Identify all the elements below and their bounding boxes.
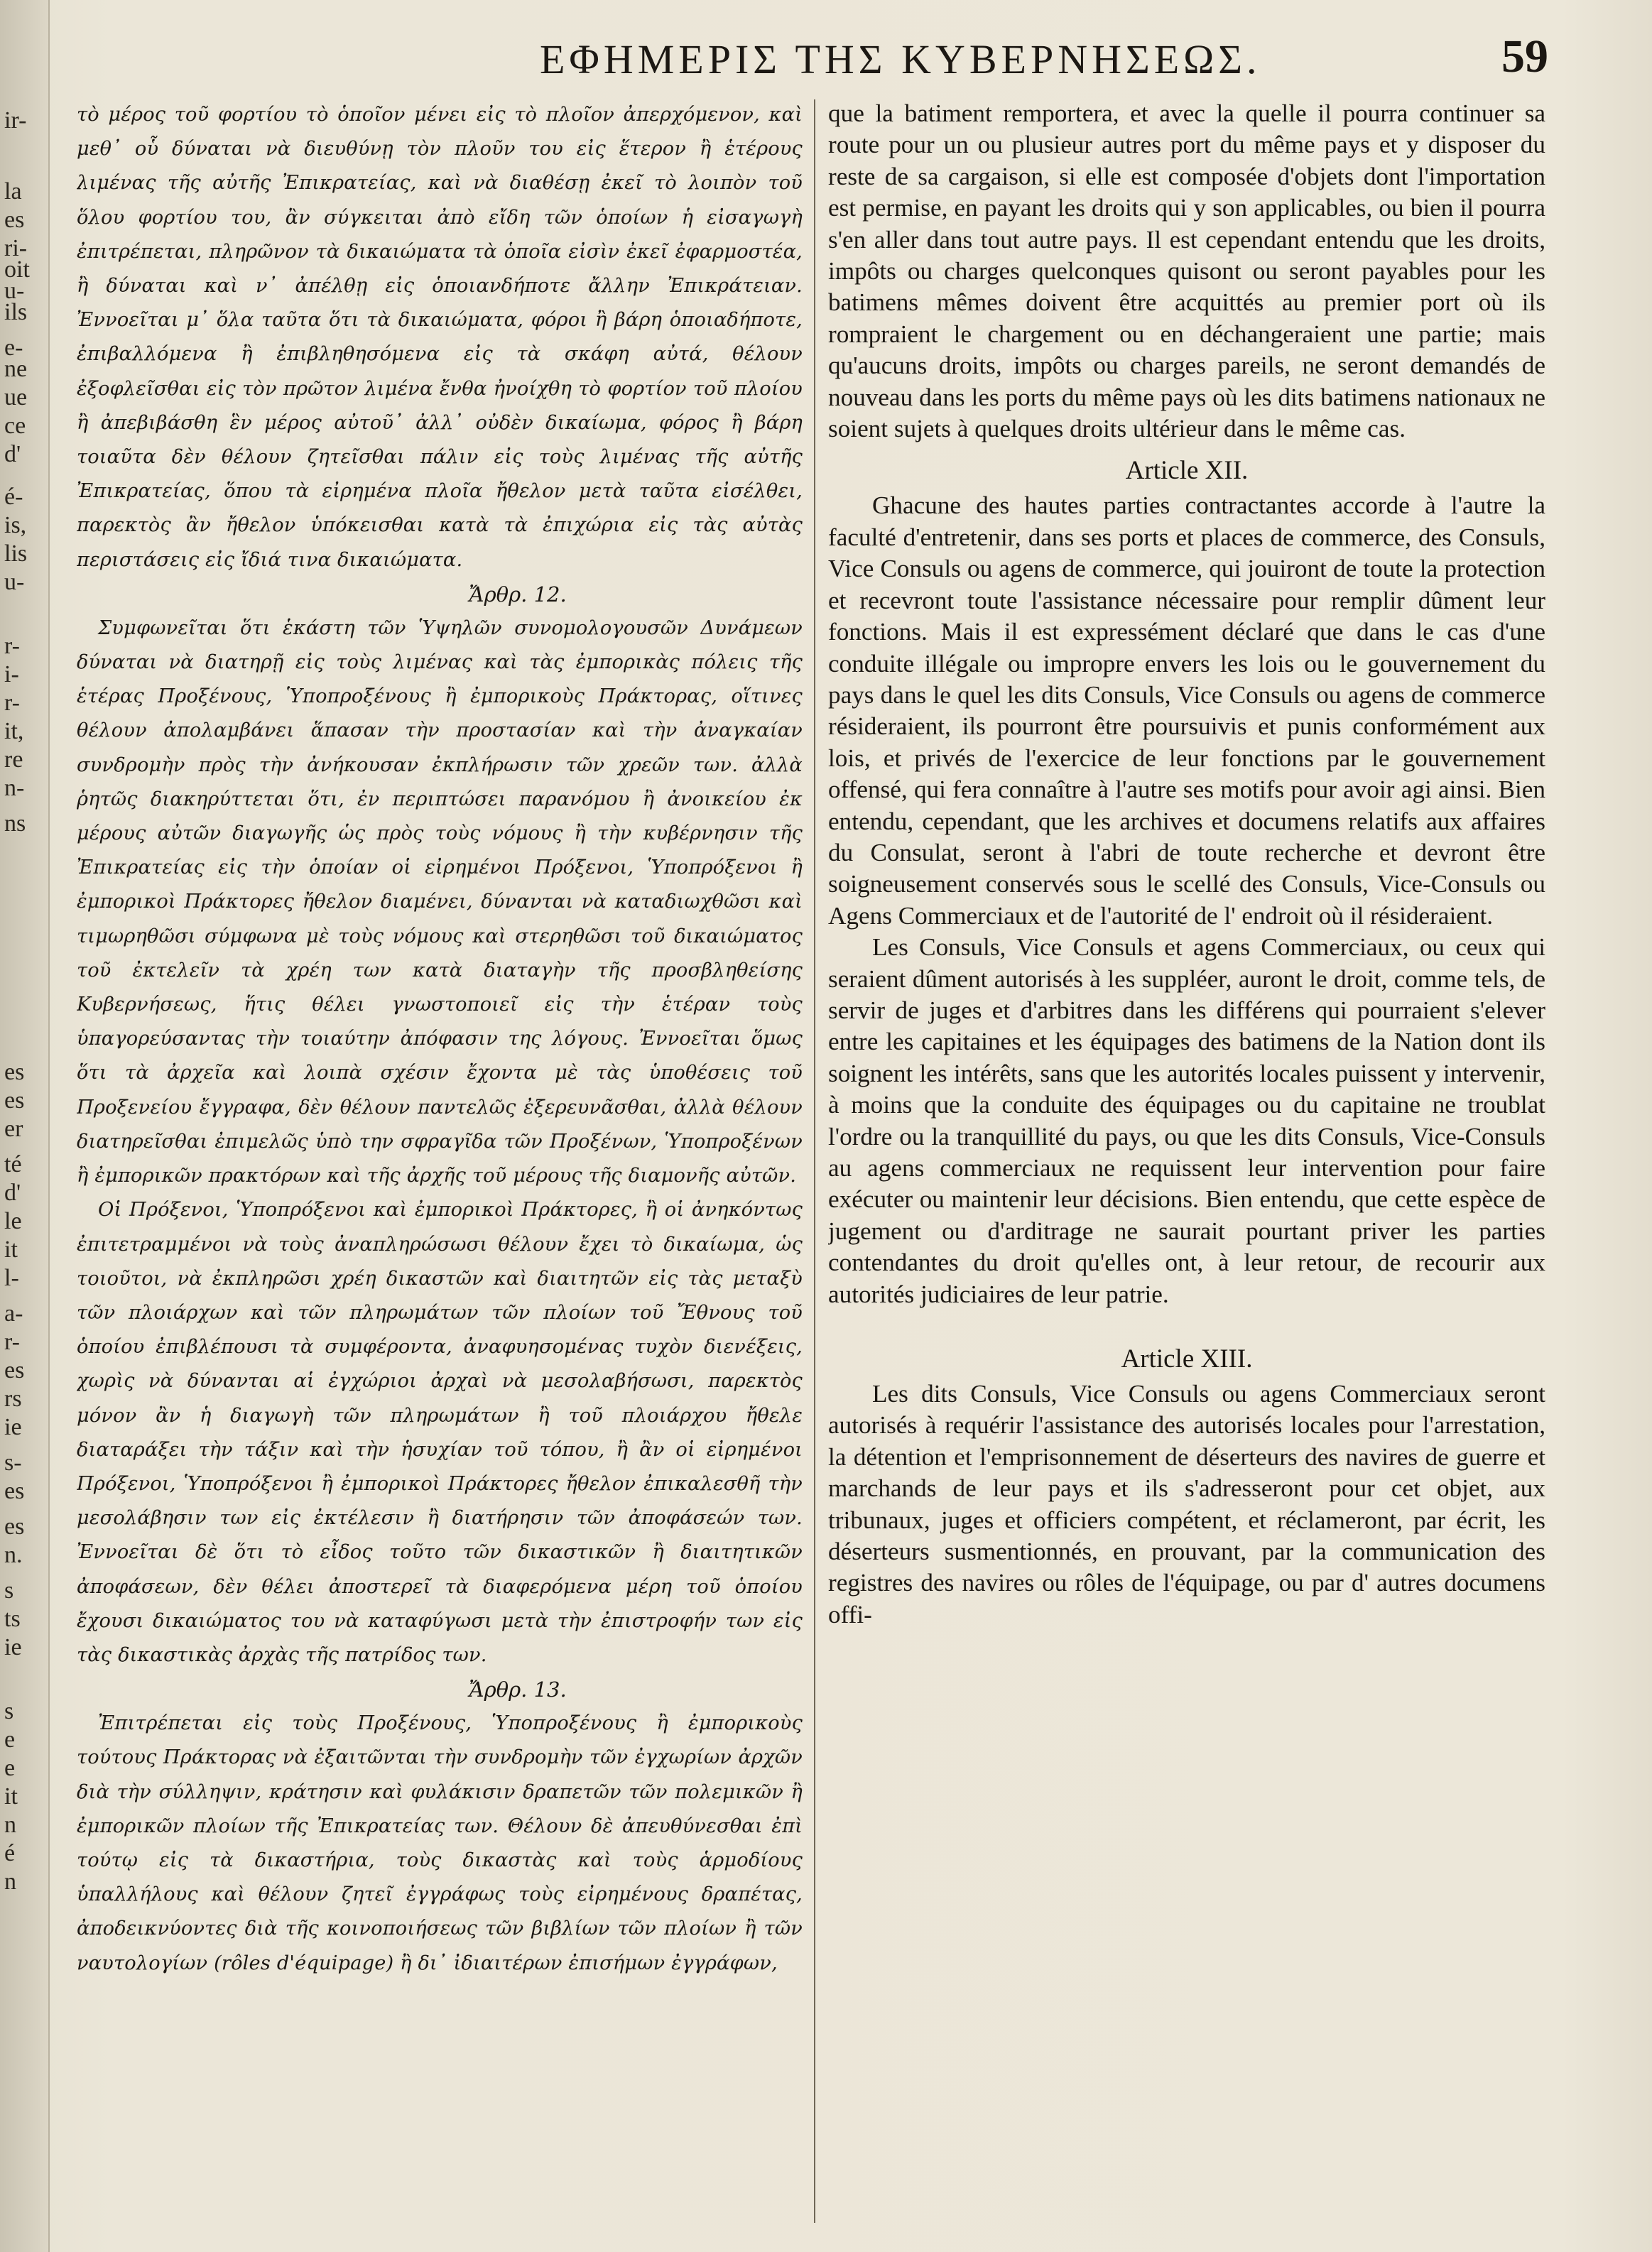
- margin-fragment: u-: [4, 278, 25, 304]
- margin-fragment: le: [4, 1208, 22, 1234]
- margin-fragment: er: [4, 1116, 23, 1142]
- margin-fragment: i-: [4, 661, 19, 687]
- greek-article-12-heading: Ἄρθρ. 12.: [469, 582, 567, 606]
- margin-fragment: es: [4, 1513, 25, 1540]
- margin-fragment: es: [4, 1478, 25, 1504]
- margin-fragment: d': [4, 1180, 21, 1206]
- margin-fragment: ils: [4, 299, 28, 325]
- margin-fragment: ne: [4, 356, 28, 382]
- page-header: [497, 30, 1548, 94]
- greek-paragraph: Συμφωνεῖται ὅτι ἑκάστη τῶν Ὑψηλῶν συνομολογουσῶν Δυνάμεων δύναται νὰ διατηρῇ εἰς τοὺς λιμένας καὶ τὰς ἐμπορικὰς πόλεις τῆς ἑτέρας Προξένους, Ὑποπροξένους ἢ ἐμπορικοὺς Πράκτορας, οἵτινες θέλουν ἀπολαμβάνει ἅπασαν τὴν προστασίαν καὶ τὴν ἀναγκαίαν συνδρομὴν πρὸς τὴν ἀνήκουσαν ἐκπλήρωσιν τῶν χρεῶν των. ἀλλὰ ῥητῶς διακηρύττεται ὅτι, ἐν περιπτώσει παρανόμου ἢ ἀνοικείου ἐκ μέρους αὐτῶν διαγωγῆς ὡς πρὸς τοὺς νόμους ἢ τὴν κυβέρνησιν τῆς Ἐπικρατείας εἰς τὴν ὁποίαν οἱ εἰρημένοι Πρόξενοι, Ὑποπρόξενοι ἢ ἐμπορικοὶ Πράκτορες ἤθελον διαμένει, δύνανται νὰ καταδιωχθῶσι καὶ τιμωρηθῶσι σύμφωνα μὲ τοὺς νόμους καὶ στερηθῶσι τοῦ δικαιώματος τοῦ ἐκτελεῖν τὰ χρέη των κατὰ διαταγὴν τῆς προσβληθείσης Κυβερνήσεως, ἥτις θέλει γνωστοποιεῖ εἰς τὴν ἑτέραν τοὺς ὑπαγορεύσαντας τὴν τοιαύτην ἀπόφασιν της λόγους. Ἐννοεῖται ὅμως ὅτι τὰ ἀρχεῖα καὶ λοιπὰ σχέσιν ἔχοντα μὲ τὰς ὑποθέσεις τοῦ Προξενείου ἔγγραφα, δὲν θέλουν παντελῶς ἐξερευνᾶσθαι, ἀλλὰ θέλουν διατηρεῖσθαι ἐπιμελῶς ὑπὸ την σφραγῖδα τῶν Προξένων, Ὑποπροξένων ἢ ἐμπορικῶν πρακτόρων καὶ τῆς ἀρχῆς τοῦ μέρους τῆς διαμονῆς αὐτῶν.: [77, 616, 803, 1187]
- margin-fragment: ri-: [4, 235, 28, 261]
- margin-fragment: a-: [4, 1300, 23, 1327]
- column-divider: [814, 99, 815, 2223]
- greek-column: [77, 98, 803, 2236]
- running-head: ΕΦΗΜΕΡΙΣ ΤΗΣ ΚΥΒΕΡΝΗΣΕΩΣ.: [540, 36, 1261, 82]
- french-paragraph: Ghacune des hautes parties contractantes accorde à l'autre la faculté d'entretenir, dans ses ports et places de commerce, des Consuls, Vice Consuls ou agens de commerce, qui jouiront de toute la protection et recevront toute l'assistance nécessaire pour remplir dûment leur fonctions. Mais il est expressément déclaré que dans le cas d'une conduite illégale ou impropre envers les lois ou le gouvernement du pays dans le quel les dits Consuls, Vice Consuls ou agens de commerce résideraient, ils pourront être poursuivis et punis conformément aux lois, et privés de l'exercice de leur fonctions par le gouvernement offensé, qui fera connaître à l'autre ses motifs pour avoir agi ainsi. Bien entendu, cependant, que les archives et documens relatifs aux affaires du Consulat, seront à l'abri de toute recherche et devront être soigneusement conservés sous le scellé des Consuls, Vice-Consuls ou Agens Commerciaux et de l'autorité de l' endroit où il résideraient.: [828, 491, 1545, 930]
- french-article-12-heading: Article XII.: [1125, 456, 1249, 486]
- margin-fragment: es: [4, 1357, 25, 1383]
- margin-fragment: é: [4, 1840, 16, 1866]
- margin-fragment: ir-: [4, 107, 27, 134]
- margin-fragment: e-: [4, 334, 23, 361]
- margin-fragment: r-: [4, 633, 20, 659]
- margin-fragment: n.: [4, 1542, 23, 1568]
- margin-fragment: d': [4, 441, 21, 467]
- margin-fragment: ie: [4, 1414, 22, 1440]
- margin-fragment: la: [4, 178, 22, 205]
- margin-fragment: lis: [4, 540, 28, 567]
- margin-fragment: oit: [4, 256, 30, 283]
- margin-fragment: n-: [4, 775, 25, 801]
- margin-fragment: té: [4, 1151, 22, 1177]
- margin-fragment: it,: [4, 718, 24, 744]
- greek-paragraph: τὸ μέρος τοῦ φορτίου τὸ ὁποῖον μένει εἰς τὸ πλοῖον ἀπερχόμενον, καὶ μεθ᾿ οὗ δύναται νὰ διευθύνῃ τὸν πλοῦν του εἰς ἕτερον ἢ ἑτέρους λιμένας τῆς αὐτῆς Ἐπικρατείας, καὶ νὰ διαθέσῃ ἐκεῖ τὸ λοιπὸν τοῦ ὅλου φορτίου του, ἂν σύγκειται ἀπὸ εἴδη τῶν ὁποίων ἡ εἰσαγωγὴ ἐπιτρέπεται, πληρῶνον τὰ δικαιώματα τὰ ὁποῖα εἰσὶν ἐκεῖ ἐφαρμοστέα, ἢ δύναται καὶ ν᾿ ἀπέλθῃ εἰς ὁποιανδήποτε ἄλλην Ἐπικράτειαν. Ἐννοεῖται μ᾿ ὅλα ταῦτα ὅτι τὰ δικαιώματα, φόροι ἢ βάρη ὁποιαδήποτε, ἐπιβαλλόμενα ἢ ἐπιβληθησόμενα εἰς τὰ σκάφη αὐτά, θέλουν ἐξοφλεῖσθαι εἰς τὸν πρῶτον λιμένα ἔνθα ἠνοίχθη τὸ φορτίον τοῦ πλοίου ἢ ἀπεβιβάσθη ἓν μέρος αὐτοῦ᾿ ἀλλ᾿ οὐδὲν δικαίωμα, φόρος ἢ βάρη τοιαῦτα δὲν θέλουν ζητεῖσθαι πάλιν εἰς τοὺς λιμένας τῆς αὐτῆς Ἐπικρατείας, ὅπου τὰ εἰρημένα πλοῖα ἤθελον μετὰ ταῦτα εἰσέλθει, παρεκτὸς ἂν ἤθελον ὑπόκεισθαι κατὰ τὰ ἐπιχώρια εἰς τὰς αὐτὰς περιστάσεις εἰς ἴδιά τινα δικαιώματα.: [77, 104, 803, 571]
- margin-fragment: rs: [4, 1386, 22, 1412]
- margin-fragment: n: [4, 1812, 16, 1838]
- previous-page-edge: [0, 0, 50, 2252]
- margin-fragment: r-: [4, 1329, 20, 1355]
- margin-fragment: s-: [4, 1449, 22, 1476]
- margin-fragment: ie: [4, 1634, 22, 1660]
- margin-fragment: s: [4, 1698, 14, 1724]
- margin-fragment: e: [4, 1755, 16, 1781]
- page-number: 59: [1501, 31, 1548, 82]
- margin-fragment: is,: [4, 512, 27, 538]
- greek-paragraph: Ἐπιτρέπεται εἰς τοὺς Προξένους, Ὑποπροξένους ἢ ἐμπορικοὺς τούτους Πράκτορας νὰ ἐξαιτῶνται τὴν συνδρομὴν τῶν ἐγχωρίων ἀρχῶν διὰ τὴν σύλληψιν, κράτησιν καὶ φυλάκισιν δραπετῶν τῶν πολεμικῶν ἢ ἐμπορικῶν πλοίων τῆς Ἐπικρατείας των. Θέλουν δὲ ἀπευθύνεσθαι ἐπὶ τούτῳ εἰς τὰ δικαστήρια, τοὺς δικαστὰς καὶ τοὺς ἁρμοδίους ὑπαλλήλους καὶ θέλουν ζητεῖ ἐγγράφως τοὺς εἰρημένους δραπέτας, ἀποδεικνύοντες διὰ τῆς κοινοποιήσεως τῶν βιβλίων τῶν πλοίων ἢ τῶν ναυτολογίων (rôles d'équipage) ἢ δι᾿ ἰδιαιτέρων ἐπισήμων ἐγγράφων,: [77, 1712, 803, 1974]
- margin-fragment: u-: [4, 569, 25, 595]
- french-article-13-heading: Article XIII.: [1121, 1344, 1253, 1374]
- margin-fragment: e: [4, 1726, 16, 1753]
- margin-fragment: es: [4, 1087, 25, 1114]
- margin-fragment: n: [4, 1868, 16, 1895]
- margin-fragment: l-: [4, 1265, 19, 1291]
- margin-fragment: ns: [4, 810, 26, 837]
- margin-fragment: es: [4, 207, 25, 233]
- french-paragraph: Les Consuls, Vice Consuls et agens Commerciaux, ou ceux qui seraient dûment autorisés à les suppléer, auront le droit, comme tels, de servir de juges et d'arbitres dans les différens qui pourraient s'elever entre les capitaines et les équipages des batimens de la Nation dont ils soignent les intérêts, sans que les autorités locales puissent y intervenir, à moins que la conduite des équipages ou du capitaine ne troublat l'ordre ou la tranquillité du pays, ou que les dits Consuls, Vice-Consuls au agens commerciaux ne requissent leur intervention pour faire exécuter ou maintenir leur décisions. Bien entendu, que cette espèce de jugement ou d'arditrage ne saurait pourtant priver les parties contendantes du droit qu'elles ont, à leur retour, de recourir aux autorités judiciaires de leur patrie.: [828, 933, 1545, 1308]
- margin-fragment: s: [4, 1577, 14, 1604]
- margin-fragment: re: [4, 746, 23, 773]
- greek-paragraph: Οἱ Πρόξενοι, Ὑποπρόξενοι καὶ ἐμπορικοὶ Πράκτορες, ἢ οἱ ἀνηκόντως ἐπιτετραμμένοι νὰ τοὺς ἀναπληρώσωσι θέλουν ἔχει τὸ δικαίωμα, ὡς τοιοῦτοι, νὰ ἐκπληρῶσι χρέη δικαστῶν καὶ διαιτητῶν εἰς τὰς μεταξὺ τῶν πλοιάρχων καὶ τῶν πληρωμάτων τῶν πλοίων τοῦ Ἔθνους τοῦ ὁποίου ἐπιβλέπουσι τὰ συμφέροντα, ἀναφυησομένας τυχὸν διενέξεις, χωρὶς νὰ δύνανται αἱ ἐγχώριοι ἀρχαὶ νὰ μεσολαβήσωσι, παρεκτὸς μόνον ἂν ἡ διαγωγὴ τῶν πληρωμάτων ἢ τοῦ πλοιάρχου ἤθελε διαταράξει τὴν τάξιν καὶ τὴν ἡσυχίαν τοῦ τόπου, ἢ ἂν οἱ εἰρημένοι Πρόξενοι, Ὑποπρόξενοι ἢ ἐμπορικοὶ Πράκτορες ἤθελον ἐπικαλεσθῆ τὴν μεσολάβησιν των εἰς ἐκτέλεσιν ἢ διατήρησιν τῶν ἀποφάσεών των. Ἐννοεῖται δὲ ὅτι τὸ εἶδος τοῦτο τῶν δικαστικῶν ἢ διαιτητικῶν ἀποφάσεων, δὲν θέλει ἀποστερεῖ τὰ διαφερόμενα μέρη τοῦ ὁποίου ἔχουσι δικαιώματος του νὰ καταφύγωσι μετὰ τὴν ἐπιστροφήν των εἰς τὰς δικαστικὰς ἀρχὰς τῆς πατρίδος των.: [77, 1199, 803, 1666]
- margin-fragment: ue: [4, 384, 28, 410]
- french-paragraph: que la batiment remportera, et avec la quelle il pourra continuer sa route pour un ou plusieur autres port du même pays et y disposer du reste de sa cargaison, si elle est composée d'objets dont l'importation est permise, en payant les droits qui y son applicables, ou bien il pourra s'en aller dans tout autre pays. Il est cependant entendu que les droits, impôts ou charges quelconques quisont ou seront payables pour les batimens mêmes doivent être acquittés au premier port où ils rompraient le chargement ou en déchangeraient une partie; mais qu'aucuns droits, impôts ou charges pareils, ne seront demandés de nouveau dans les ports du même pays où les dits batimens nationaux ne soient sujets à quelques droits ultérieur dans le même cas.: [828, 99, 1545, 443]
- margin-fragment: it: [4, 1236, 18, 1263]
- margin-fragment: é-: [4, 484, 23, 510]
- margin-fragment: es: [4, 1059, 25, 1085]
- greek-article-13-heading: Ἄρθρ. 13.: [469, 1677, 567, 1702]
- margin-fragment: ts: [4, 1606, 21, 1632]
- margin-fragment: ce: [4, 413, 26, 439]
- french-column: [828, 98, 1545, 2236]
- french-paragraph: Les dits Consuls, Vice Consuls ou agens Commerciaux seront autorisés à requérir l'assistance des autorisés locales pour l'arrestation, la détention et l'emprisonnement de déserteurs des navires de guerre et marchands de leur pays et ils s'adresseront pour cet objet, aux tribunaux, juges et officiers compétent, et réclameront, par écrit, les déserteurs susmentionnés, en prouvant, par la communication des registres des navires ou rôles de l'équipage, ou par d' autres documens offi-: [828, 1380, 1545, 1628]
- margin-fragment: it: [4, 1783, 18, 1810]
- margin-fragment: r-: [4, 690, 20, 716]
